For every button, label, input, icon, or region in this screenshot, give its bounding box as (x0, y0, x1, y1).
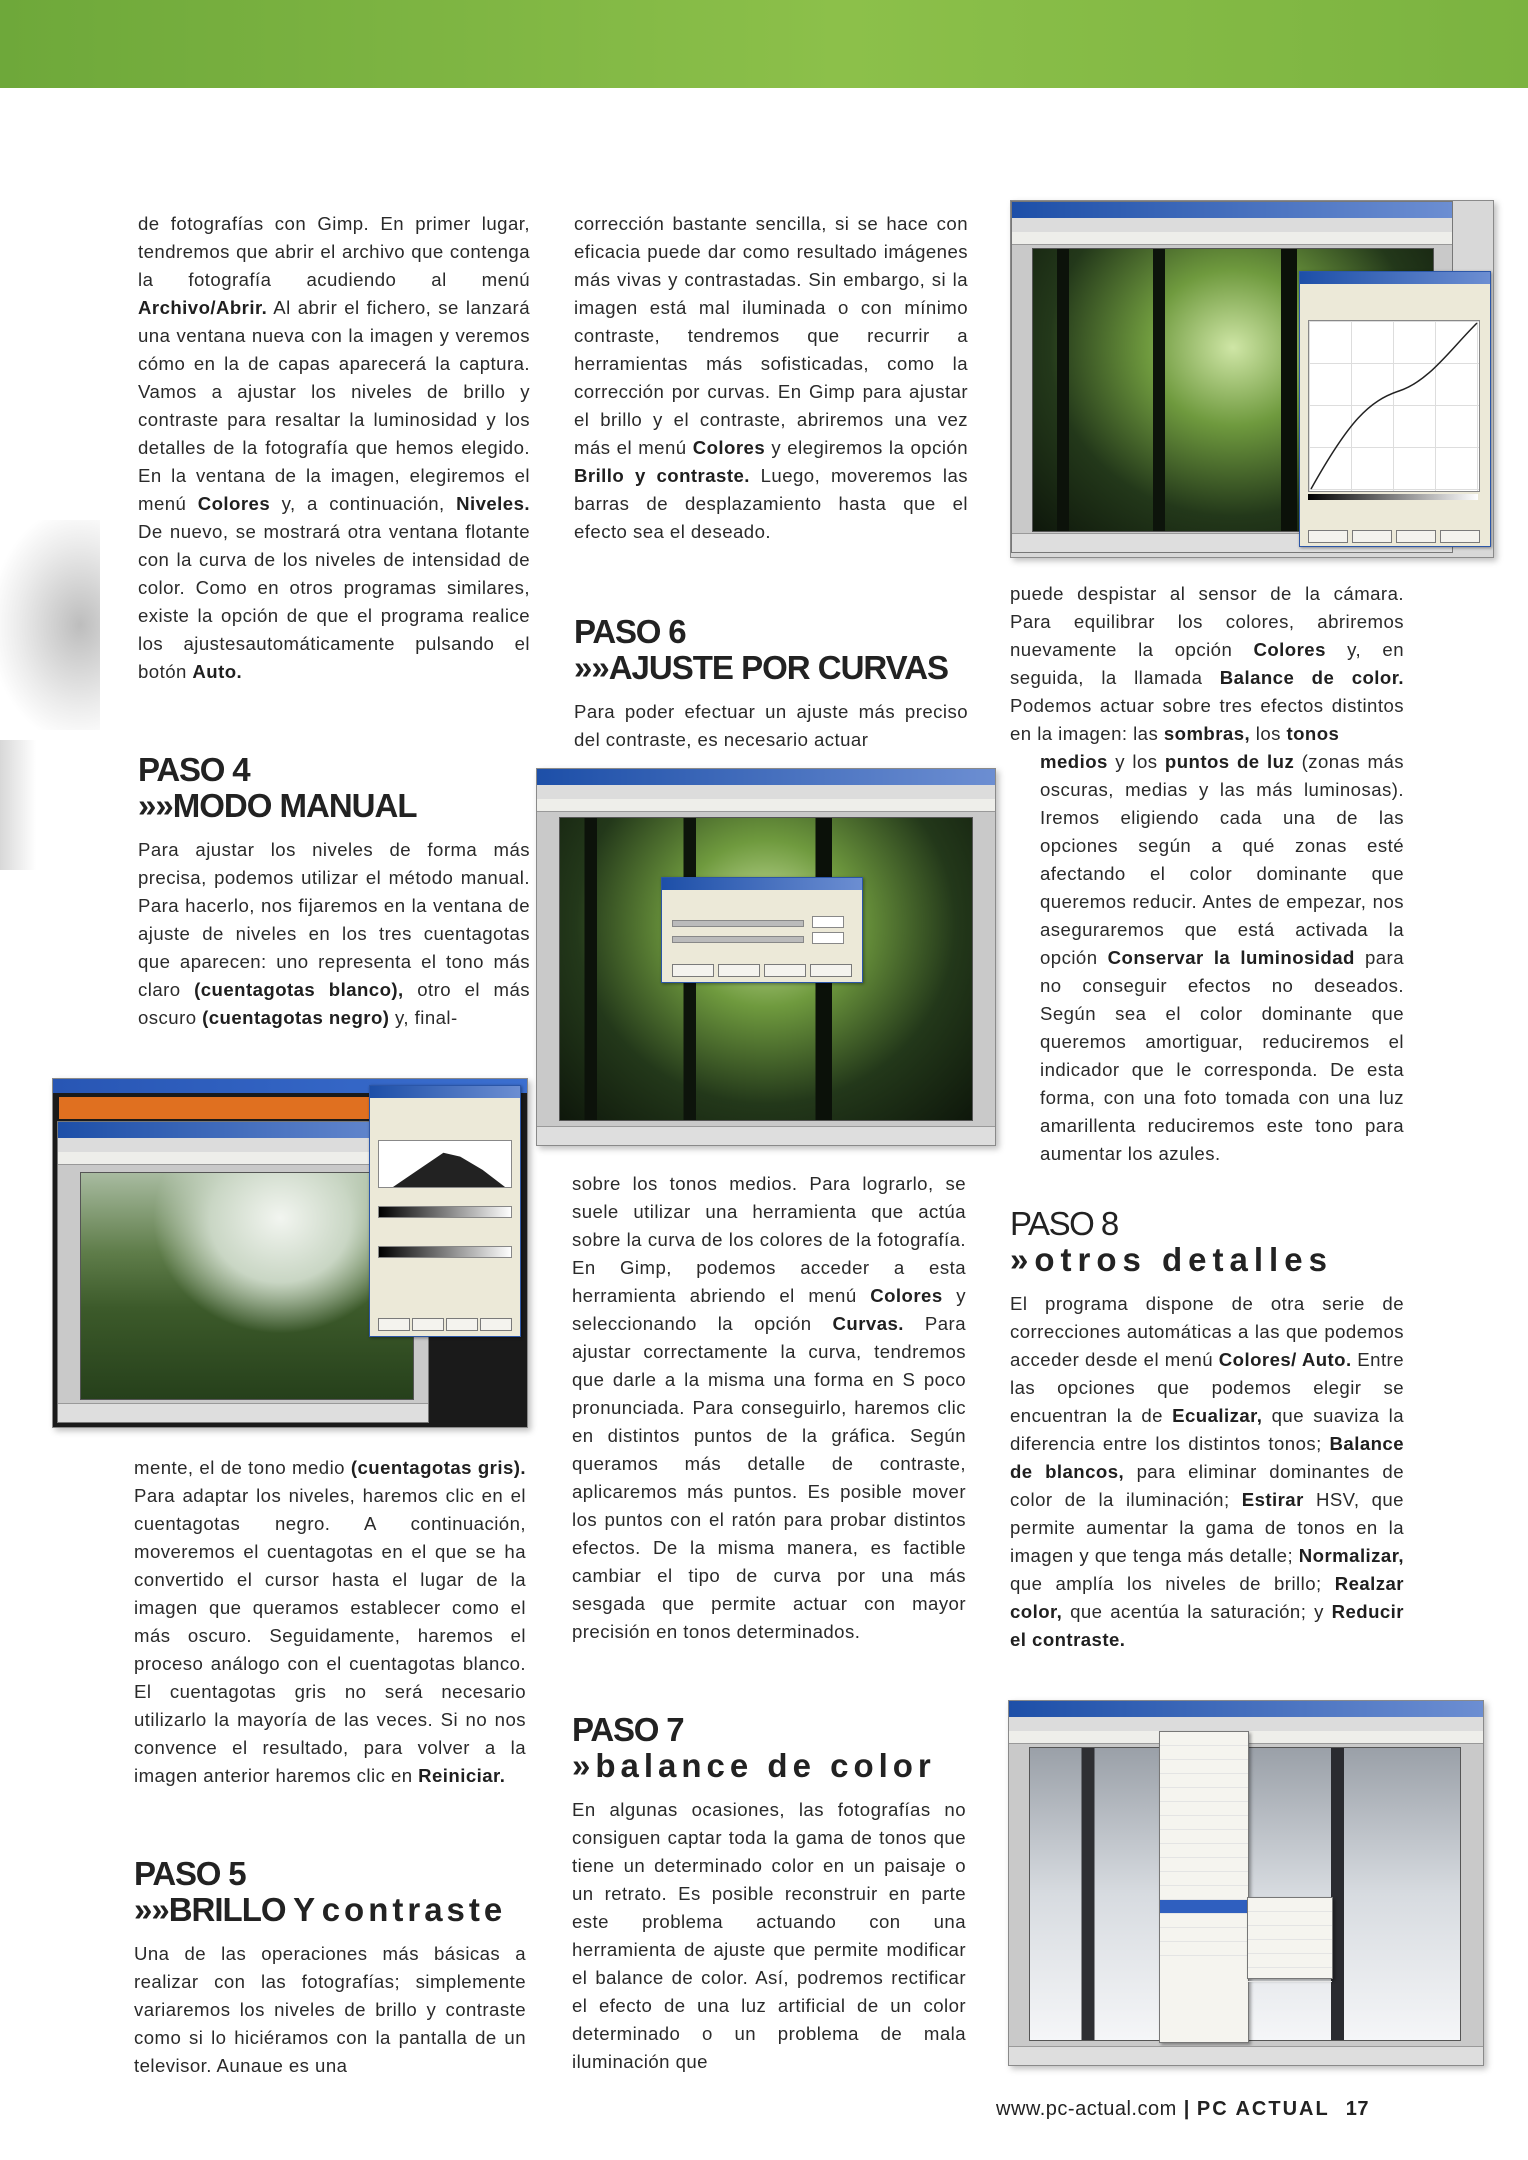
menu-item[interactable] (1160, 1802, 1248, 1816)
paso6-continuation (572, 1170, 966, 1646)
bc-window-menu-bar (537, 785, 995, 800)
paso4-title: »»MODO MANUAL (138, 787, 417, 824)
paso4-paragraph-2: mente, el de tono medio (cuentagotas gris). Para adaptar los niveles, haremos clic en el cuentagotas negro. A continuación, moveremos el cuentagotas en el que se ha convertido el cursor hasta el lugar de la imagen que queramos establecer como el más oscuro. Seguidamente, haremos el proceso análogo con el cuentagotas blanco. El cuentagotas gris no será necesario utilizarlo la mayoría de las veces. Si no nos convence el resultado, para volver a la imagen anterior haremos clic en Reiniciar. (134, 1457, 526, 1786)
paso5-section (134, 1856, 526, 2080)
brightness-slider[interactable] (672, 920, 804, 927)
screenshot-gimp-brightness-contrast (536, 768, 996, 1146)
screenshot-gimp-colors-menu (1008, 1700, 1484, 2066)
browser-band (59, 1097, 419, 1119)
paso8-title: »otros detalles (1010, 1241, 1333, 1278)
paso4-paragraph-1: Para ajustar los niveles de forma más precisa, podemos utilizar el método manual. Para hacerlo, nos fijaremos en la ventana de ajuste de niveles en los tres cuentagotas que aparecen: uno representa el tono más claro (cuentagotas blanco), otro el más oscuro (cuentagotas negro) y, final- (138, 839, 530, 1028)
curves-dialog (1299, 271, 1491, 547)
footer-url[interactable]: www.pc-actual.com (996, 2098, 1177, 2120)
paso5-title: »»BRILLO Y contraste (134, 1891, 507, 1928)
submenu-item[interactable] (1248, 1954, 1332, 1968)
paso4-continuation (134, 1454, 526, 1790)
levels-dialog-title-bar (370, 1086, 520, 1098)
brightness-value-field[interactable] (812, 916, 844, 928)
paso7-title: »balance de color (572, 1747, 936, 1784)
paso6-paragraph-1: Para poder efectuar un ajuste más preciso del contraste, es necesario actuar (574, 701, 968, 750)
column-b-top (574, 210, 968, 546)
brightness-contrast-dialog (661, 877, 863, 983)
menu-item-auto-highlighted[interactable] (1160, 1900, 1248, 1914)
curves-window-title-bar (1012, 202, 1452, 218)
paso5-paragraph-2: corrección bastante sencilla, si se hace con eficacia puede dar como resultado imágenes más vivas y contrastadas. Sin embargo, si la imagen está mal iluminada o con mínimo contraste, tendremos que recurrir a herramientas más sofisticadas, como la corrección por curvas. En Gimp para ajustar el brillo y el contraste, abriremos una vez más el menú Colores y elegiremos la opción Brillo y contraste. Luego, moveremos las barras de desplazamiento hasta que el efecto sea el deseado. (574, 213, 969, 542)
paso4-section (138, 752, 530, 1032)
curve-line-graphic (1309, 321, 1479, 491)
menu-item[interactable] (1160, 1914, 1248, 1928)
contrast-slider[interactable] (672, 936, 804, 943)
colors-menu (1159, 1731, 1249, 2043)
menu-item[interactable] (1160, 1830, 1248, 1844)
paso5-paragraph-1: Una de las operaciones más básicas a realizar con las fotografías; simplemente variaremos los niveles de brillo y contraste como si lo hiciéramos con la pantalla de un televisor. Aunaue es una (134, 1943, 526, 2076)
submenu-item[interactable] (1248, 1898, 1332, 1912)
curves-graph[interactable] (1308, 320, 1480, 492)
paso5-label: PASO 5 (134, 1855, 246, 1892)
paso6-title: »»AJUSTE POR CURVAS (574, 649, 949, 686)
paso7-paragraph-3: medios y los puntos de luz (zonas más oscuras, medias y las más luminosas). Iremos eligiendo cada una de las opciones según a qué zonas esté afectando el color dominante que queremos reducir. Antes de empezar, nos aseguraremos que está activada la opción Conservar la luminosidad para no conseguir efectos no deseados. Según sea el color dominante que queremos amortiguar, reduciremos el indicador que le corresponda. De esta forma, con una foto tomada con una luz amarillenta reduciremos este tono para aumentar los azules. (1040, 751, 1405, 1164)
curves-dialog-title-bar (1300, 272, 1490, 284)
intro-paragraph: de fotografías con Gimp. En primer lugar, tendremos que abrir el archivo que contenga la fotografía acudiendo al menú Archivo/Abrir. Al abrir el fichero, se lanzará una ventana nueva con la imagen y veremos cómo en la de capas aparecerá la captura. Vamos a ajustar los niveles de brillo y contraste para resaltar la luminosidad y los detalles de la fotografía que hemos elegido. En la ventana de la imagen, elegiremos el menú Colores y, a continuación, Niveles. De nuevo, se mostrará otra ventana flotante con la curva de los niveles de intensidad de color. Como en otros programas similares, existe la opción de que el programa realice los ajustesautomáticamente pulsando el botón Auto. (138, 213, 530, 682)
menu-item[interactable] (1160, 1886, 1248, 1900)
menu-item[interactable] (1160, 1816, 1248, 1830)
image-window-status-bar (58, 1403, 428, 1422)
bc-dialog-title-bar (662, 878, 862, 890)
column-a-top (138, 210, 530, 686)
decorative-edge-graphic-lower (0, 740, 36, 870)
submenu-item[interactable] (1248, 1926, 1332, 1940)
submenu-item[interactable] (1248, 1940, 1332, 1954)
levels-reset-button[interactable] (412, 1318, 444, 1331)
auto-submenu (1247, 1897, 1333, 1979)
bc-help-button[interactable] (672, 964, 714, 977)
contrast-value-field[interactable] (812, 932, 844, 944)
paso8-section (1010, 1206, 1404, 1654)
curves-help-button[interactable] (1308, 530, 1348, 543)
paso7-paragraph-2: puede despistar al sensor de la cámara. Para equilibrar los colores, abriremos nuevamente la opción Colores y, en seguida, la llamada Balance de color. Podemos actuar sobre tres efectos distintos en la imagen: las sombras, los tonos (1010, 583, 1404, 744)
page-footer (996, 2098, 1369, 2121)
menu-window-title-bar (1009, 1701, 1483, 1717)
bc-ok-button[interactable] (764, 964, 806, 977)
levels-histogram (378, 1140, 512, 1188)
menu-item[interactable] (1160, 1746, 1248, 1760)
menu-item[interactable] (1160, 1872, 1248, 1886)
levels-cancel-button[interactable] (480, 1318, 512, 1331)
curves-reset-button[interactable] (1352, 530, 1392, 543)
paso6-label: PASO 6 (574, 613, 686, 650)
paso8-label: PASO 8 (1010, 1205, 1118, 1242)
menu-item[interactable] (1160, 1732, 1248, 1746)
bc-cancel-button[interactable] (810, 964, 852, 977)
menu-item[interactable] (1160, 1774, 1248, 1788)
paso7-section (572, 1712, 966, 2076)
bc-window-title-bar (537, 769, 995, 785)
curves-gradient-bar (1308, 494, 1478, 500)
bc-reset-button[interactable] (718, 964, 760, 977)
column-c-indented (1040, 748, 1404, 1168)
paso8-paragraph-1: El programa dispone de otra serie de correcciones automáticas a las que podemos acceder desde el menú Colores/ Auto. Entre las opciones que podemos elegir se encuentran la de Ecualizar, que suaviza la diferencia entre los distintos tonos; Balance de blancos, para eliminar dominantes de color de la iluminación; Estirar HSV, que permite aumentar la gama de tonos en la imagen y que tenga más detalle; Normalizar, que amplía los niveles de brillo; Realzar color, que acentúa la saturación; y Reducir el contraste. (1010, 1293, 1404, 1650)
curves-window-menu-bar (1012, 218, 1452, 233)
menu-item[interactable] (1160, 1942, 1248, 1956)
footer-separator: | (1183, 2098, 1190, 2120)
curves-window-ruler (1012, 232, 1452, 245)
submenu-item[interactable] (1248, 1968, 1332, 1982)
column-c-top (1010, 580, 1404, 748)
menu-item[interactable] (1160, 1760, 1248, 1774)
menu-item[interactable] (1160, 1788, 1248, 1802)
top-color-band (0, 0, 1528, 88)
page-number: 17 (1345, 2098, 1369, 2120)
levels-input-gradient (378, 1246, 512, 1258)
paso6-section (574, 614, 968, 754)
levels-output-gradient (378, 1206, 512, 1218)
decorative-edge-graphic (0, 520, 100, 730)
levels-help-button[interactable] (378, 1318, 410, 1331)
menu-window-status-bar (1009, 2046, 1483, 2065)
curves-cancel-button[interactable] (1440, 530, 1480, 543)
menu-item[interactable] (1160, 1858, 1248, 1872)
levels-ok-button[interactable] (446, 1318, 478, 1331)
curves-ok-button[interactable] (1396, 530, 1436, 543)
menu-window-menu-bar (1009, 1717, 1483, 1732)
menu-item[interactable] (1160, 1844, 1248, 1858)
bc-window-ruler (537, 799, 995, 812)
levels-dialog (369, 1085, 521, 1337)
screenshot-gimp-levels (52, 1078, 528, 1428)
paso4-label: PASO 4 (138, 751, 250, 788)
menu-item[interactable] (1160, 1928, 1248, 1942)
paso7-label: PASO 7 (572, 1711, 684, 1748)
footer-magazine-name: PC ACTUAL (1196, 2098, 1330, 2120)
paso7-paragraph-1: En algunas ocasiones, las fotografías no consiguen captar toda la gama de tonos que tiene un determinado color en un paisaje o un retrato. Es posible reconstruir en parte este problema actuando con una herramienta de ajuste que permite modificar el balance de color. Así, podremos rectificar el efecto de una luz artificial de un color determinado o un problema de mala iluminación que (572, 1799, 966, 2072)
submenu-item[interactable] (1248, 1912, 1332, 1926)
paso6-paragraph-2: sobre los tonos medios. Para lograrlo, se suele utilizar una herramienta que actúa sobre la curva de los colores de la fotografía. En Gimp, podemos acceder a esta herramienta abriendo el menú Colores y seleccionando la opción Curvas. Para ajustar correctamente la curva, tendremos que darle a la misma una forma en S poco pronunciada. Para conseguirlo, haremos clic en distintos puntos de la gráfica. Según queramos más detalle de contraste, aplicaremos más puntos. Es posible mover los puntos con el ratón para probar distintos efectos. De la misma manera, es factible cambiar el tipo de curva por una más sesgada que permite actuar con mayor precisión en tonos determinados. (572, 1173, 966, 1642)
bc-window-status-bar (537, 1126, 995, 1145)
screenshot-gimp-curves (1010, 200, 1494, 558)
jungle-photo (80, 1172, 414, 1400)
